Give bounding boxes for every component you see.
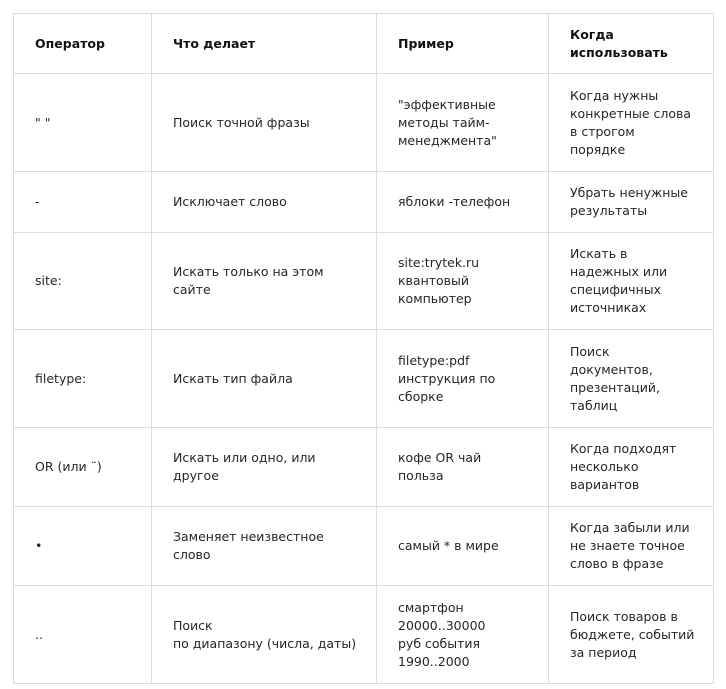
table-row [14,74,714,172]
table-body [14,74,714,684]
table-row [14,330,714,428]
example-cell: кофе OR чай польза [377,428,549,507]
search-operators-table [13,13,714,684]
when-cell: Когда нужны конкретные слова в строгом порядке [549,74,714,172]
table-row [14,172,714,233]
operator-cell: - [14,172,152,233]
action-cell: Поиск по диапазону (числа, даты) [152,586,377,684]
example-cell: filetype:pdf инструкция по сборке [377,330,549,428]
header-when: Когда использовать [549,14,714,74]
example-cell: смартфон 20000..30000 руб события 1990..2000 [377,586,549,684]
header-example: Пример [377,14,549,74]
table-row [14,428,714,507]
operator-cell: .. [14,586,152,684]
operator-cell: OR (или ¨) [14,428,152,507]
action-cell: Поиск точной фразы [152,74,377,172]
when-cell: Убрать ненужные результаты [549,172,714,233]
header-operator: Оператор [14,14,152,74]
table-row [14,507,714,586]
table-header [14,14,714,74]
operator-cell: site: [14,233,152,330]
when-cell: Поиск товаров в бюджете, событий за период [549,586,714,684]
table-row [14,586,714,684]
operator-cell: filetype: [14,330,152,428]
action-cell: Искать тип файла [152,330,377,428]
example-cell: яблоки -телефон [377,172,549,233]
action-cell: Исключает слово [152,172,377,233]
example-cell: самый * в мире [377,507,549,586]
table-row [14,233,714,330]
header-row [14,14,714,74]
example-cell: "эффективные методы тайм- менеджмента" [377,74,549,172]
action-cell: Искать только на этом сайте [152,233,377,330]
when-cell: Когда забыли или не знаете точное слово в фразе [549,507,714,586]
example-cell: site:trytek.ru квантовый компьютер [377,233,549,330]
operator-cell: • [14,507,152,586]
when-cell: Поиск документов, презентаций, таблиц [549,330,714,428]
when-cell: Когда подходят несколько вариантов [549,428,714,507]
action-cell: Заменяет неизвестное слово [152,507,377,586]
header-action: Что делает [152,14,377,74]
action-cell: Искать или одно, или другое [152,428,377,507]
when-cell: Искать в надежных или специфичных источниках [549,233,714,330]
operator-cell: " " [14,74,152,172]
